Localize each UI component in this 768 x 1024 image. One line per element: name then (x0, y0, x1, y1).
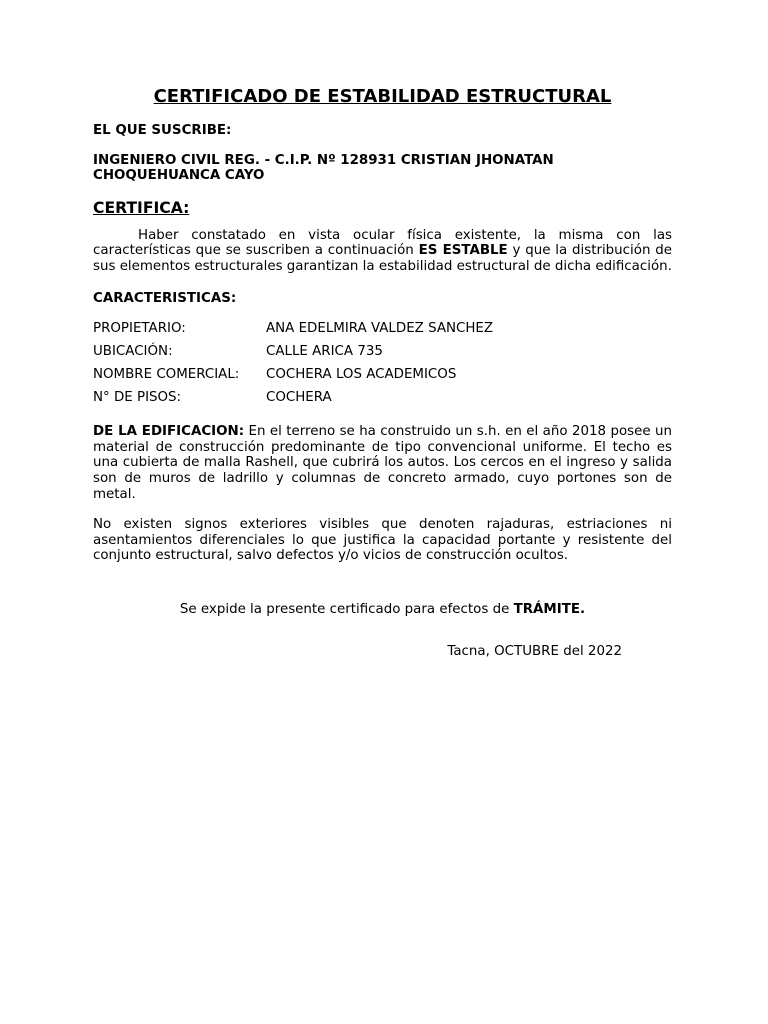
engineer-line-1: INGENIERO CIVIL REG. - C.I.P. Nº 128931 CRISTIAN JHONATAN (93, 152, 554, 168)
expide-text: Se expide la presente certificado para efectos de (179, 601, 514, 617)
characteristic-value: ANA EDELMIRA VALDEZ SANCHEZ (266, 321, 494, 337)
characteristic-value: COCHERA LOS ACADEMICOS (266, 367, 457, 383)
certifica-heading: CERTIFICA: (93, 198, 190, 217)
document-content (93, 86, 672, 659)
characteristic-key: NOMBRE COMERCIAL: (93, 367, 240, 383)
characteristic-key: UBICACIÓN: (93, 344, 173, 360)
expide-statement (93, 602, 672, 618)
tramite-emphasis: TRÁMITE. (513, 601, 586, 617)
engineer-info (93, 153, 672, 184)
characteristic-row-commercial-name (93, 367, 672, 390)
characteristic-value: CALLE ARICA 735 (266, 344, 383, 360)
suscribe-label: EL QUE SUSCRIBE: (93, 123, 232, 138)
characteristics-heading: CARACTERISTICAS: (93, 290, 237, 306)
certification-text-after: y que la distribución de sus elementos estructurales garantizan la estabilidad estructural de dicha edificación. (93, 243, 672, 274)
certification-text-before: Haber constatado en vista ocular física existente, la misma con las características que se suscriben a continuación (93, 227, 672, 259)
es-estable-emphasis: ES ESTABLE (418, 243, 508, 259)
characteristic-value: COCHERA (266, 390, 332, 406)
edificacion-paragraph (93, 424, 672, 502)
characteristic-key: PROPIETARIO: (93, 321, 186, 337)
edificacion-label: DE LA EDIFICACION: (93, 424, 245, 440)
characteristic-row-location (93, 344, 672, 367)
no-defects-paragraph: No existen signos exteriores visibles que denoten rajaduras, estriaciones ni asentamientos diferenciales lo que justifica la capacidad portante y resistente del conjunto estructural, salvo defectos y/o vicios de construcción ocultos. (93, 517, 672, 564)
characteristic-row-floors (93, 390, 672, 413)
characteristic-key: N° DE PISOS: (93, 390, 182, 406)
place-date: Tacna, OCTUBRE del 2022 (447, 643, 622, 659)
certification-paragraph (93, 228, 672, 275)
engineer-line-2: CHOQUEHUANCA CAYO (93, 168, 265, 184)
document-title: CERTIFICADO DE ESTABILIDAD ESTRUCTURAL (153, 86, 612, 107)
characteristic-row-owner (93, 321, 672, 344)
edificacion-text: En el terreno se ha construido un s.h. en el año 2018 posee un material de construcción predominante de tipo convencional uniforme. El techo es una cubierta de malla Rashell, que cubrirá los autos. Los cercos en el ingreso y salida son de muros de ladrillo y columnas de concreto armado, cuyo portones son de metal. (93, 424, 672, 502)
characteristics-table (93, 321, 672, 413)
